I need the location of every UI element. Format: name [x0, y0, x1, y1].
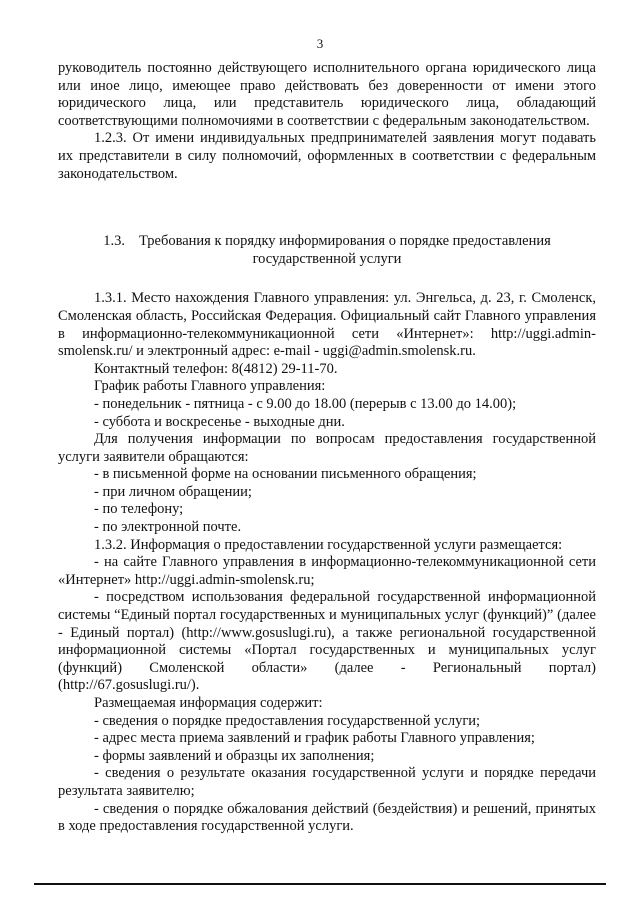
section-number: 1.3. — [103, 233, 125, 250]
page-number: 3 — [316, 36, 324, 51]
request-method-item: - по телефону; — [94, 501, 184, 518]
document-body — [58, 60, 596, 836]
section-title-line-2: государственной услуги — [252, 250, 402, 267]
schedule-title: График работы Главного управления: — [94, 378, 326, 395]
placement-item: - на сайте Главного управления в информационно-телекоммуникационной сети «Интернет» http://uggi.admin-smolensk.ru; — [58, 554, 596, 588]
content-intro: Размещаемая информация содержит: — [94, 695, 323, 711]
section-heading-1-3 — [58, 233, 596, 268]
content-item: - сведения о порядке обжалования действий (бездействия) и решений, принятых в ходе предоставления государственной услуги. — [58, 800, 596, 835]
bottom-divider — [34, 883, 606, 885]
paragraph-1-3-1: 1.3.1. Место нахождения Главного управления: ул. Энгельса, д. 23, г. Смоленск, Смоленская область, Российская Федерация. Официальный сайт Главного управления в информационно-телекоммуникационной сети «Интернет»: http://uggi.admin-smolensk.ru/ и электронный адрес: e-mail - uggi@admin.smolensk.ru. — [58, 290, 596, 360]
requests-intro: Для получения информации по вопросам предоставления государственной услуги заявители обращаются: — [58, 431, 596, 465]
content-item: - сведения о результате оказания государственной услуги и порядке передачи результата заявителю; — [58, 765, 596, 799]
placement-item: - посредством использования федеральной государственной информационной системы “Единый портал государственных и муниципальных услуг (функций)” (далее - Единый портал) (http://www.gosuslugi.ru), а также региональной государственной информационной системы «Портал государственных и муниципальных услуг (функций) Смоленской области» (далее - Региональный портал) (http://67.gosuslugi.ru/). — [58, 589, 596, 694]
section-title-line-1: Требования к порядку информирования о порядке предоставления — [138, 233, 551, 250]
request-method-item: - в письменной форме на основании письменного обращения; — [94, 466, 477, 483]
request-method-item: - при личном обращении; — [94, 483, 252, 500]
paragraph-1-3-2: 1.3.2. Информация о предоставлении государственной услуги размещается: — [94, 536, 563, 553]
contact-phone: Контактный телефон: 8(4812) 29-11-70. — [94, 360, 338, 377]
content-item: - формы заявлений и образцы их заполнения; — [94, 747, 375, 764]
content-item: - адрес места приема заявлений и график работы Главного управления; — [94, 730, 535, 747]
paragraph-1-2-3: 1.2.3. От имени индивидуальных предпринимателей заявления могут подавать их представители в силу полномочий, оформленных в соответствии с федеральным законодательством. — [58, 130, 596, 182]
paragraph-continuation: руководитель постоянно действующего исполнительного органа юридического лица или иное лицо, имеющее право действовать без доверенности от имени этого юридического лица, или представитель юридического лица, обладающий соответствующими полномочиями в соответствии с федеральным законодательством. — [58, 60, 596, 129]
content-item: - сведения о порядке предоставления государственной услуги; — [94, 712, 481, 729]
schedule-item: - понедельник - пятница - с 9.00 до 18.00 (перерыв с 13.00 до 14.00); — [94, 395, 517, 412]
request-method-item: - по электронной почте. — [94, 519, 242, 536]
schedule-item: - суббота и воскресенье - выходные дни. — [94, 413, 345, 430]
